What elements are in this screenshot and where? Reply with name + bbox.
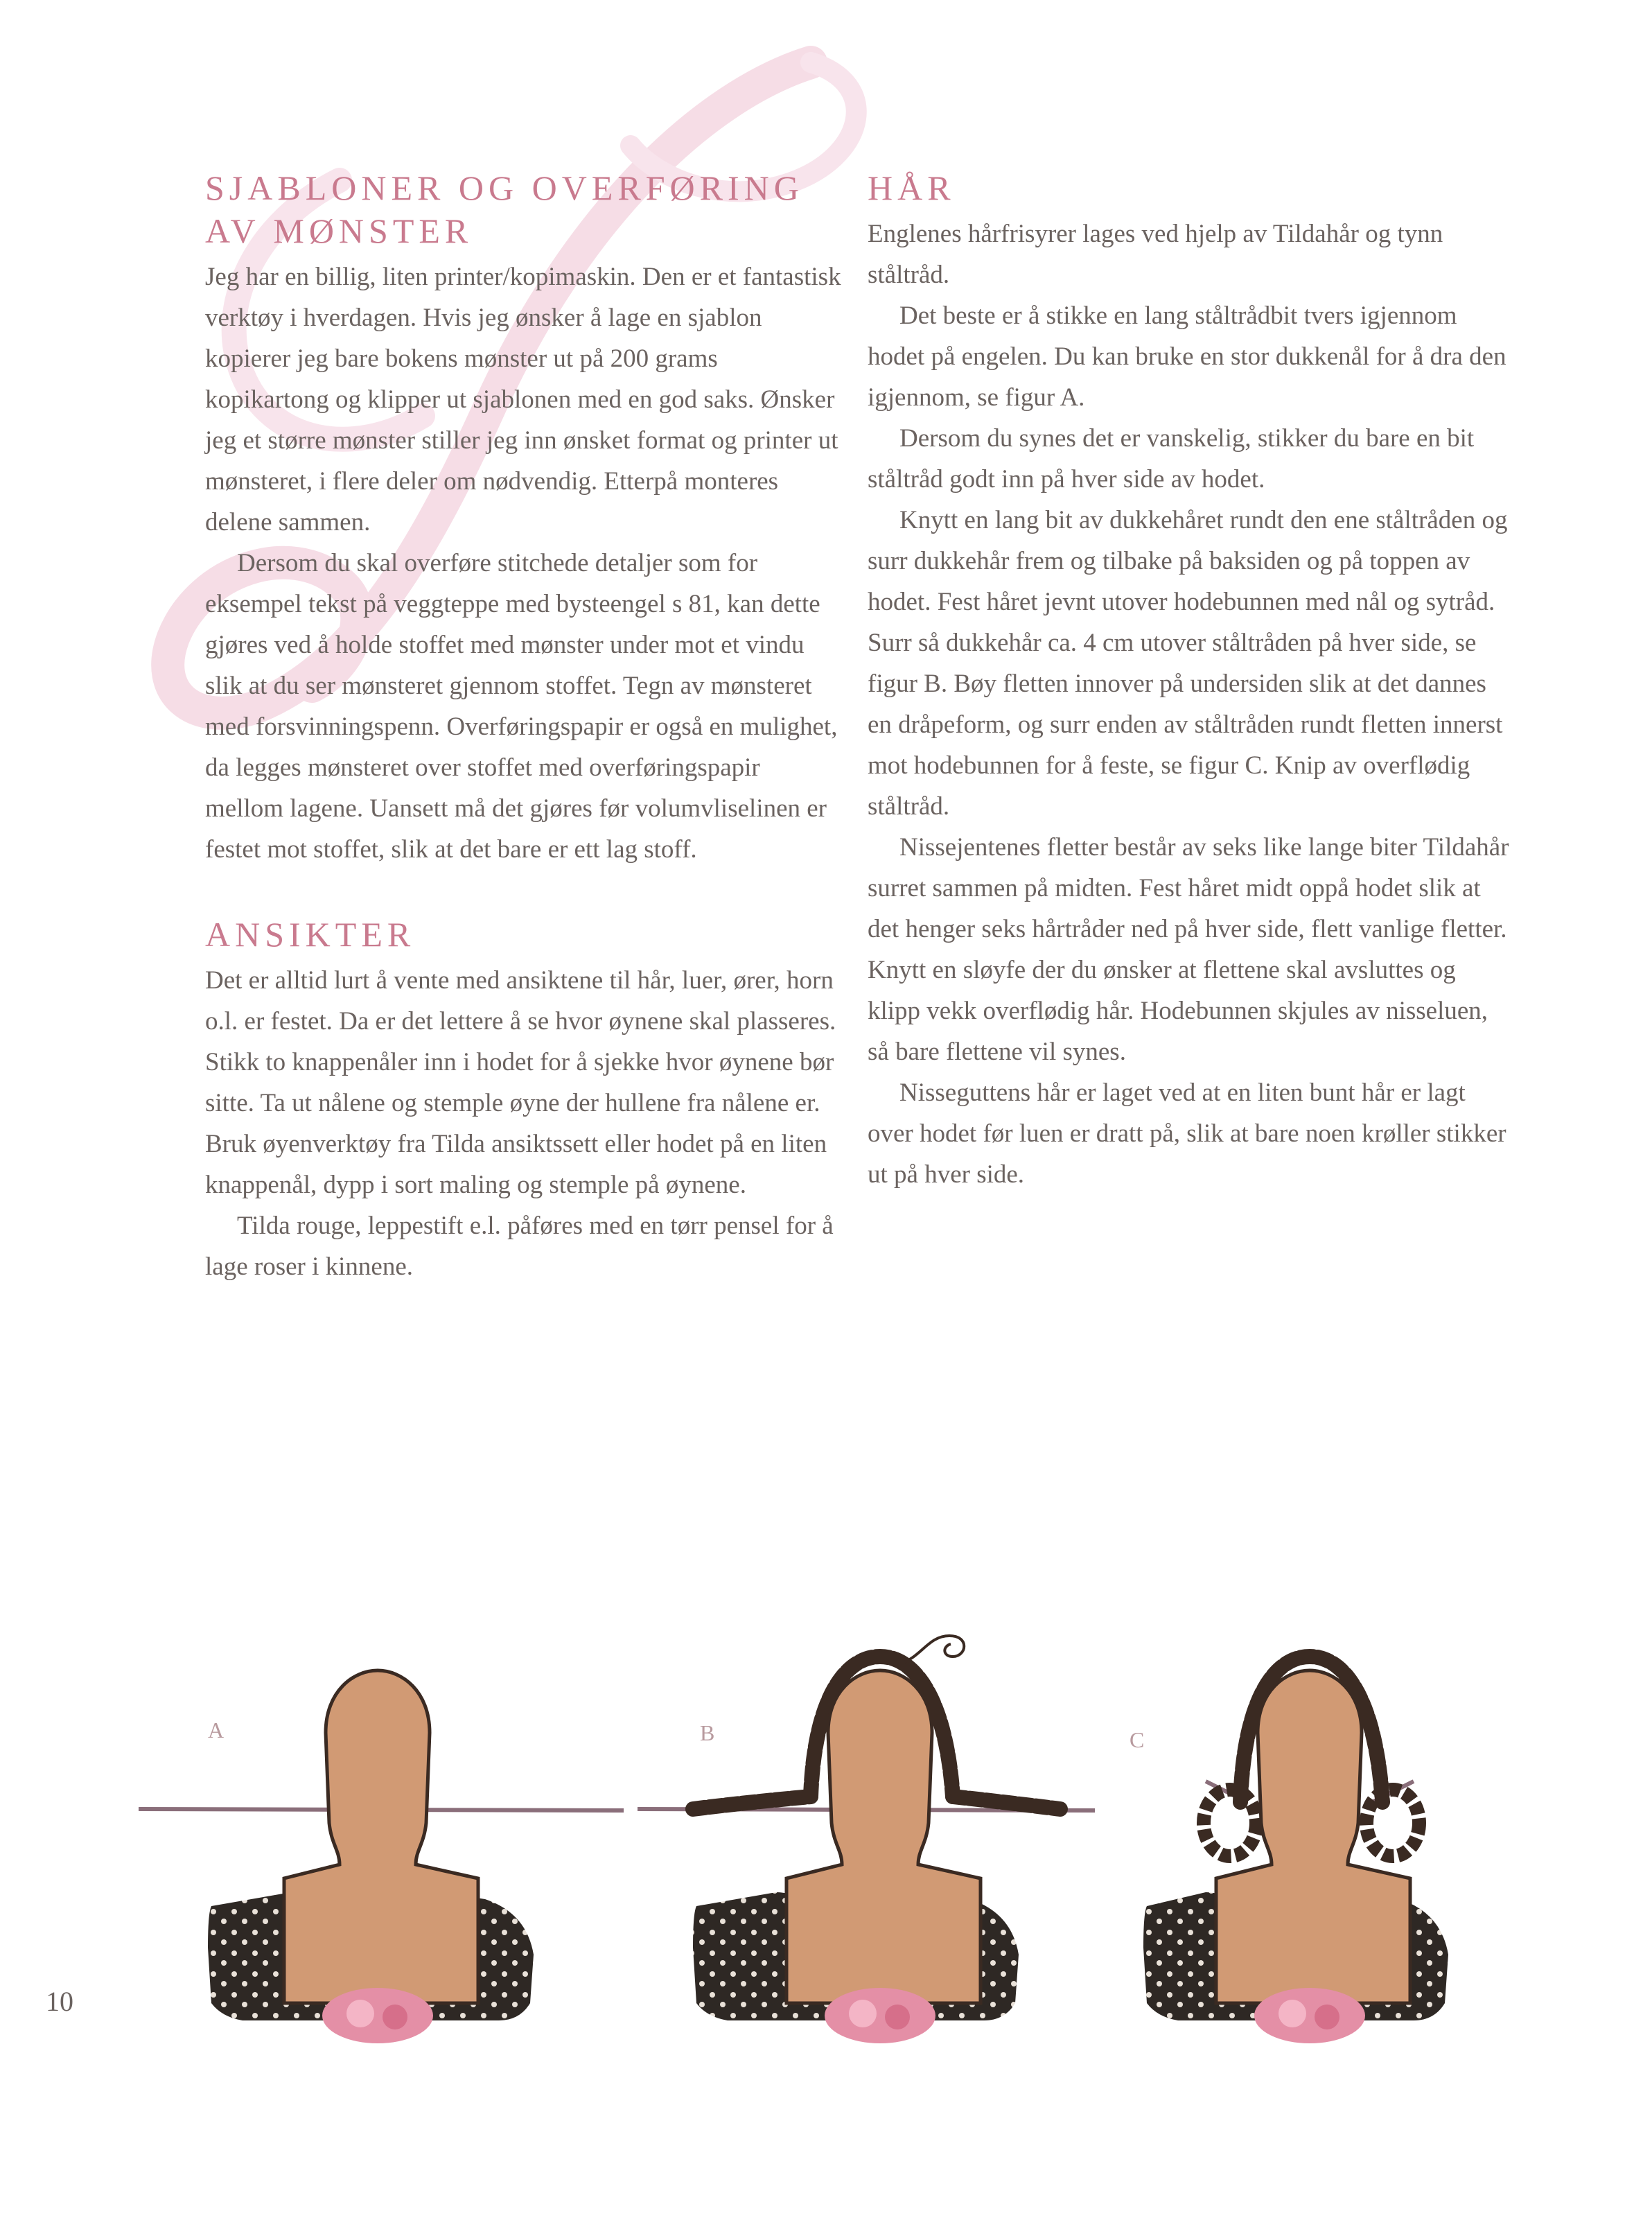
- hair-figures: [0, 1615, 1652, 2045]
- figure-c: [1143, 1657, 1448, 2043]
- right-column: [868, 166, 1512, 1238]
- figure-label-a: A: [208, 1718, 225, 1743]
- section-ansikter: [205, 913, 843, 1287]
- figures-illustration: [0, 1615, 1652, 2045]
- section-heading: HÅR: [868, 168, 956, 207]
- figure-b: [638, 1636, 1095, 2043]
- section-sjabloner: [205, 166, 843, 870]
- paragraph: Jeg har en billig, liten printer/kopimaskin. Den er et fantastisk verktøy i hverdagen. Hvis jeg ønsker å lage en sjablon kopierer jeg bare bokens mønster ut på 200 grams kopikartong og klipper ut sjablonen med en god saks. Ønsker jeg et større mønster stiller jeg inn ønsket format og printer ut mønsteret, i flere deler om nødvendig. Etterpå monteres delene sammen.: [205, 263, 841, 536]
- paragraph: Dersom du synes det er vanskelig, stikker du bare en bit ståltråd godt inn på hver side av hodet.: [868, 424, 1475, 494]
- paragraph: Det er alltid lurt å vente med ansiktene til hår, luer, ører, horn o.l. er festet. Da er det lettere å se hvor øynene skal plasseres. Stikk to knappenåler inn i hodet for å sjekke hvor øynene bør sitte. Ta ut nålene og stemple øyne der hullene fra nålene er. Bruk øyenverktøy fra Tilda ansiktssett eller hodet på en liten knappenål, dypp i sort maling og stemple på øynene.: [205, 966, 836, 1199]
- paragraph: Knytt en lang bit av dukkehåret rundt den ene ståltråden og surr dukkehår frem og tilbake på baksiden og på toppen av hodet. Fest håret jevnt utover hodebunnen med nål og sytråd. Surr så dukkehår ca. 4 cm utover ståltråden på hver side, se figur B. Bøy fletten innover på undersiden slik at det dannes en dråpeform, og surr enden av ståltråden rundt fletten innerst mot hodebunnen for å feste, se figur C. Knip av overflødig ståltråd.: [868, 506, 1508, 821]
- paragraph: Englenes hårfrisyrer lages ved hjelp av Tildahår og tynn ståltråd.: [868, 220, 1443, 289]
- section-heading: SJABLONER OG OVERFØRING AV MØNSTER: [205, 168, 804, 250]
- section-har: [868, 166, 1512, 1195]
- page-number: 10: [46, 1986, 73, 2017]
- paragraph: Det beste er å stikke en lang ståltrådbit tvers igjennom hodet på engelen. Du kan bruke en stor dukkenål for å dra den igjennom, se figur A.: [868, 302, 1506, 412]
- paragraph: Nisseguttens hår er laget ved at en liten bunt hår er lagt over hodet før luen er dratt på, slik at bare noen krøller stikker ut på hver side.: [868, 1079, 1506, 1189]
- paragraph: Tilda rouge, leppestift e.l. påføres med en tørr pensel for å lage roser i kinnene.: [205, 1212, 834, 1281]
- section-heading: ANSIKTER: [205, 915, 416, 954]
- paragraph: Nissejentenes fletter består av seks like lange biter Tildahår surret sammen på midten. Fest håret midt oppå hodet slik at det henger seks hårtråder ned på hver side, flett vanlige fletter. Knytt en sløyfe der du ønsker at flettene skal avsluttes og klipp vekk overflødig hår. Hodebunnen skjules av nisseluen, så bare flettene vil synes.: [868, 833, 1509, 1066]
- left-column: [205, 166, 843, 1330]
- figure-label-b: B: [700, 1720, 715, 1745]
- figure-label-c: C: [1130, 1727, 1145, 1752]
- paragraph: Dersom du skal overføre stitchede detaljer som for eksempel tekst på veggteppe med bysteengel s 81, kan dette gjøres ved å holde stoffet med mønster under mot et vindu slik at du ser mønsteret gjennom stoffet. Tegn av mønsteret med forsvinningspenn. Overføringspapir er også en mulighet, da legges mønsteret over stoffet med overføringspapir mellom lagene. Uansett må det gjøres før volumvliselinen er festet mot stoffet, slik at det bare er ett lag stoff.: [205, 549, 838, 864]
